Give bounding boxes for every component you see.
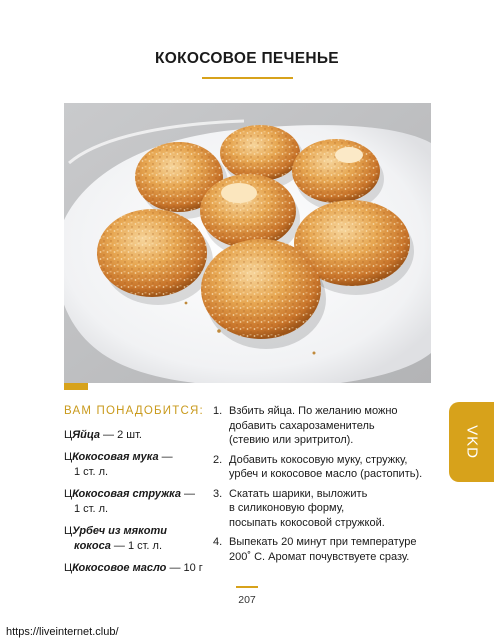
ingredient-name: Кокосовая мука: [72, 451, 159, 463]
step-text: Выпекать 20 минут при температуре: [229, 536, 417, 548]
ingredient-item: [64, 428, 214, 443]
page-title: КОКОСОВОЕ ПЕЧЕНЬЕ: [155, 50, 339, 67]
step-text: Добавить кокосовую муку, стружку,: [229, 453, 408, 466]
ingredient-marker: Ц: [64, 488, 73, 500]
step-text: урбеч и кокосовое масло (растопить).: [229, 468, 423, 480]
step-number: 2.: [213, 453, 223, 466]
steps-list: [213, 404, 433, 569]
step-text: (стевию или эритритол).: [229, 434, 354, 446]
side-tab: [449, 402, 494, 482]
ingredient-marker: Ц: [64, 451, 73, 463]
step-item: [213, 535, 433, 564]
step-text: в силиконовую форму,: [229, 502, 345, 514]
ingredients-block: [64, 404, 214, 583]
ingredient-amount: 1 ст. л.: [74, 503, 109, 515]
step-text: добавить сахарозаменитель: [229, 419, 375, 432]
ingredient-name: Урбеч из мякоти: [72, 525, 167, 537]
side-tab-label: VKD: [463, 425, 480, 459]
step-item: [213, 453, 433, 482]
ingredients-heading: ВАМ ПОНАДОБИТСЯ:: [64, 405, 204, 417]
ingredient-marker: Ц: [64, 562, 73, 574]
step-item: [213, 487, 433, 531]
ingredient-name: Кокосовая стружка: [72, 488, 181, 500]
ingredient-marker: Ц: [64, 525, 73, 537]
page-number: 207: [238, 594, 256, 606]
source-url-link[interactable]: https://liveinternet.club/: [6, 626, 119, 638]
step-item: [213, 404, 433, 448]
ingredient-amount: 1 ст. л.: [74, 466, 109, 478]
ingredient-amount: —: [158, 451, 173, 463]
step-text: Взбить яйца. По желанию можно: [229, 405, 398, 417]
ingredient-marker: Ц: [64, 429, 73, 441]
ingredient-name: Кокосовое масло: [72, 562, 167, 574]
ingredient-name-cont: кокоса: [74, 540, 111, 552]
ingredient-name: Яйца: [72, 429, 100, 441]
ingredient-amount: — 1 ст. л.: [110, 540, 163, 552]
ingredient-item: [64, 524, 214, 554]
photo-accent-bar: [64, 383, 88, 390]
recipe-photo: [64, 103, 431, 383]
step-text: 200˚ С. Аромат почувствуете сразу.: [229, 550, 410, 563]
step-text: Скатать шарики, выложить: [229, 487, 368, 500]
step-number: 4.: [213, 536, 223, 548]
ingredient-amount: — 2 шт.: [99, 429, 142, 441]
title-underline: [202, 77, 293, 79]
ingredient-item: [64, 561, 214, 576]
ingredient-amount: — 10 г: [166, 562, 203, 574]
ingredient-amount: —: [181, 488, 196, 500]
ingredient-item: [64, 487, 214, 517]
step-number: 1.: [213, 405, 223, 417]
ingredient-item: [64, 450, 214, 480]
page-number-rule: [236, 586, 258, 588]
step-text: посыпать кокосовой стружкой.: [229, 516, 385, 529]
step-number: 3.: [213, 487, 223, 500]
